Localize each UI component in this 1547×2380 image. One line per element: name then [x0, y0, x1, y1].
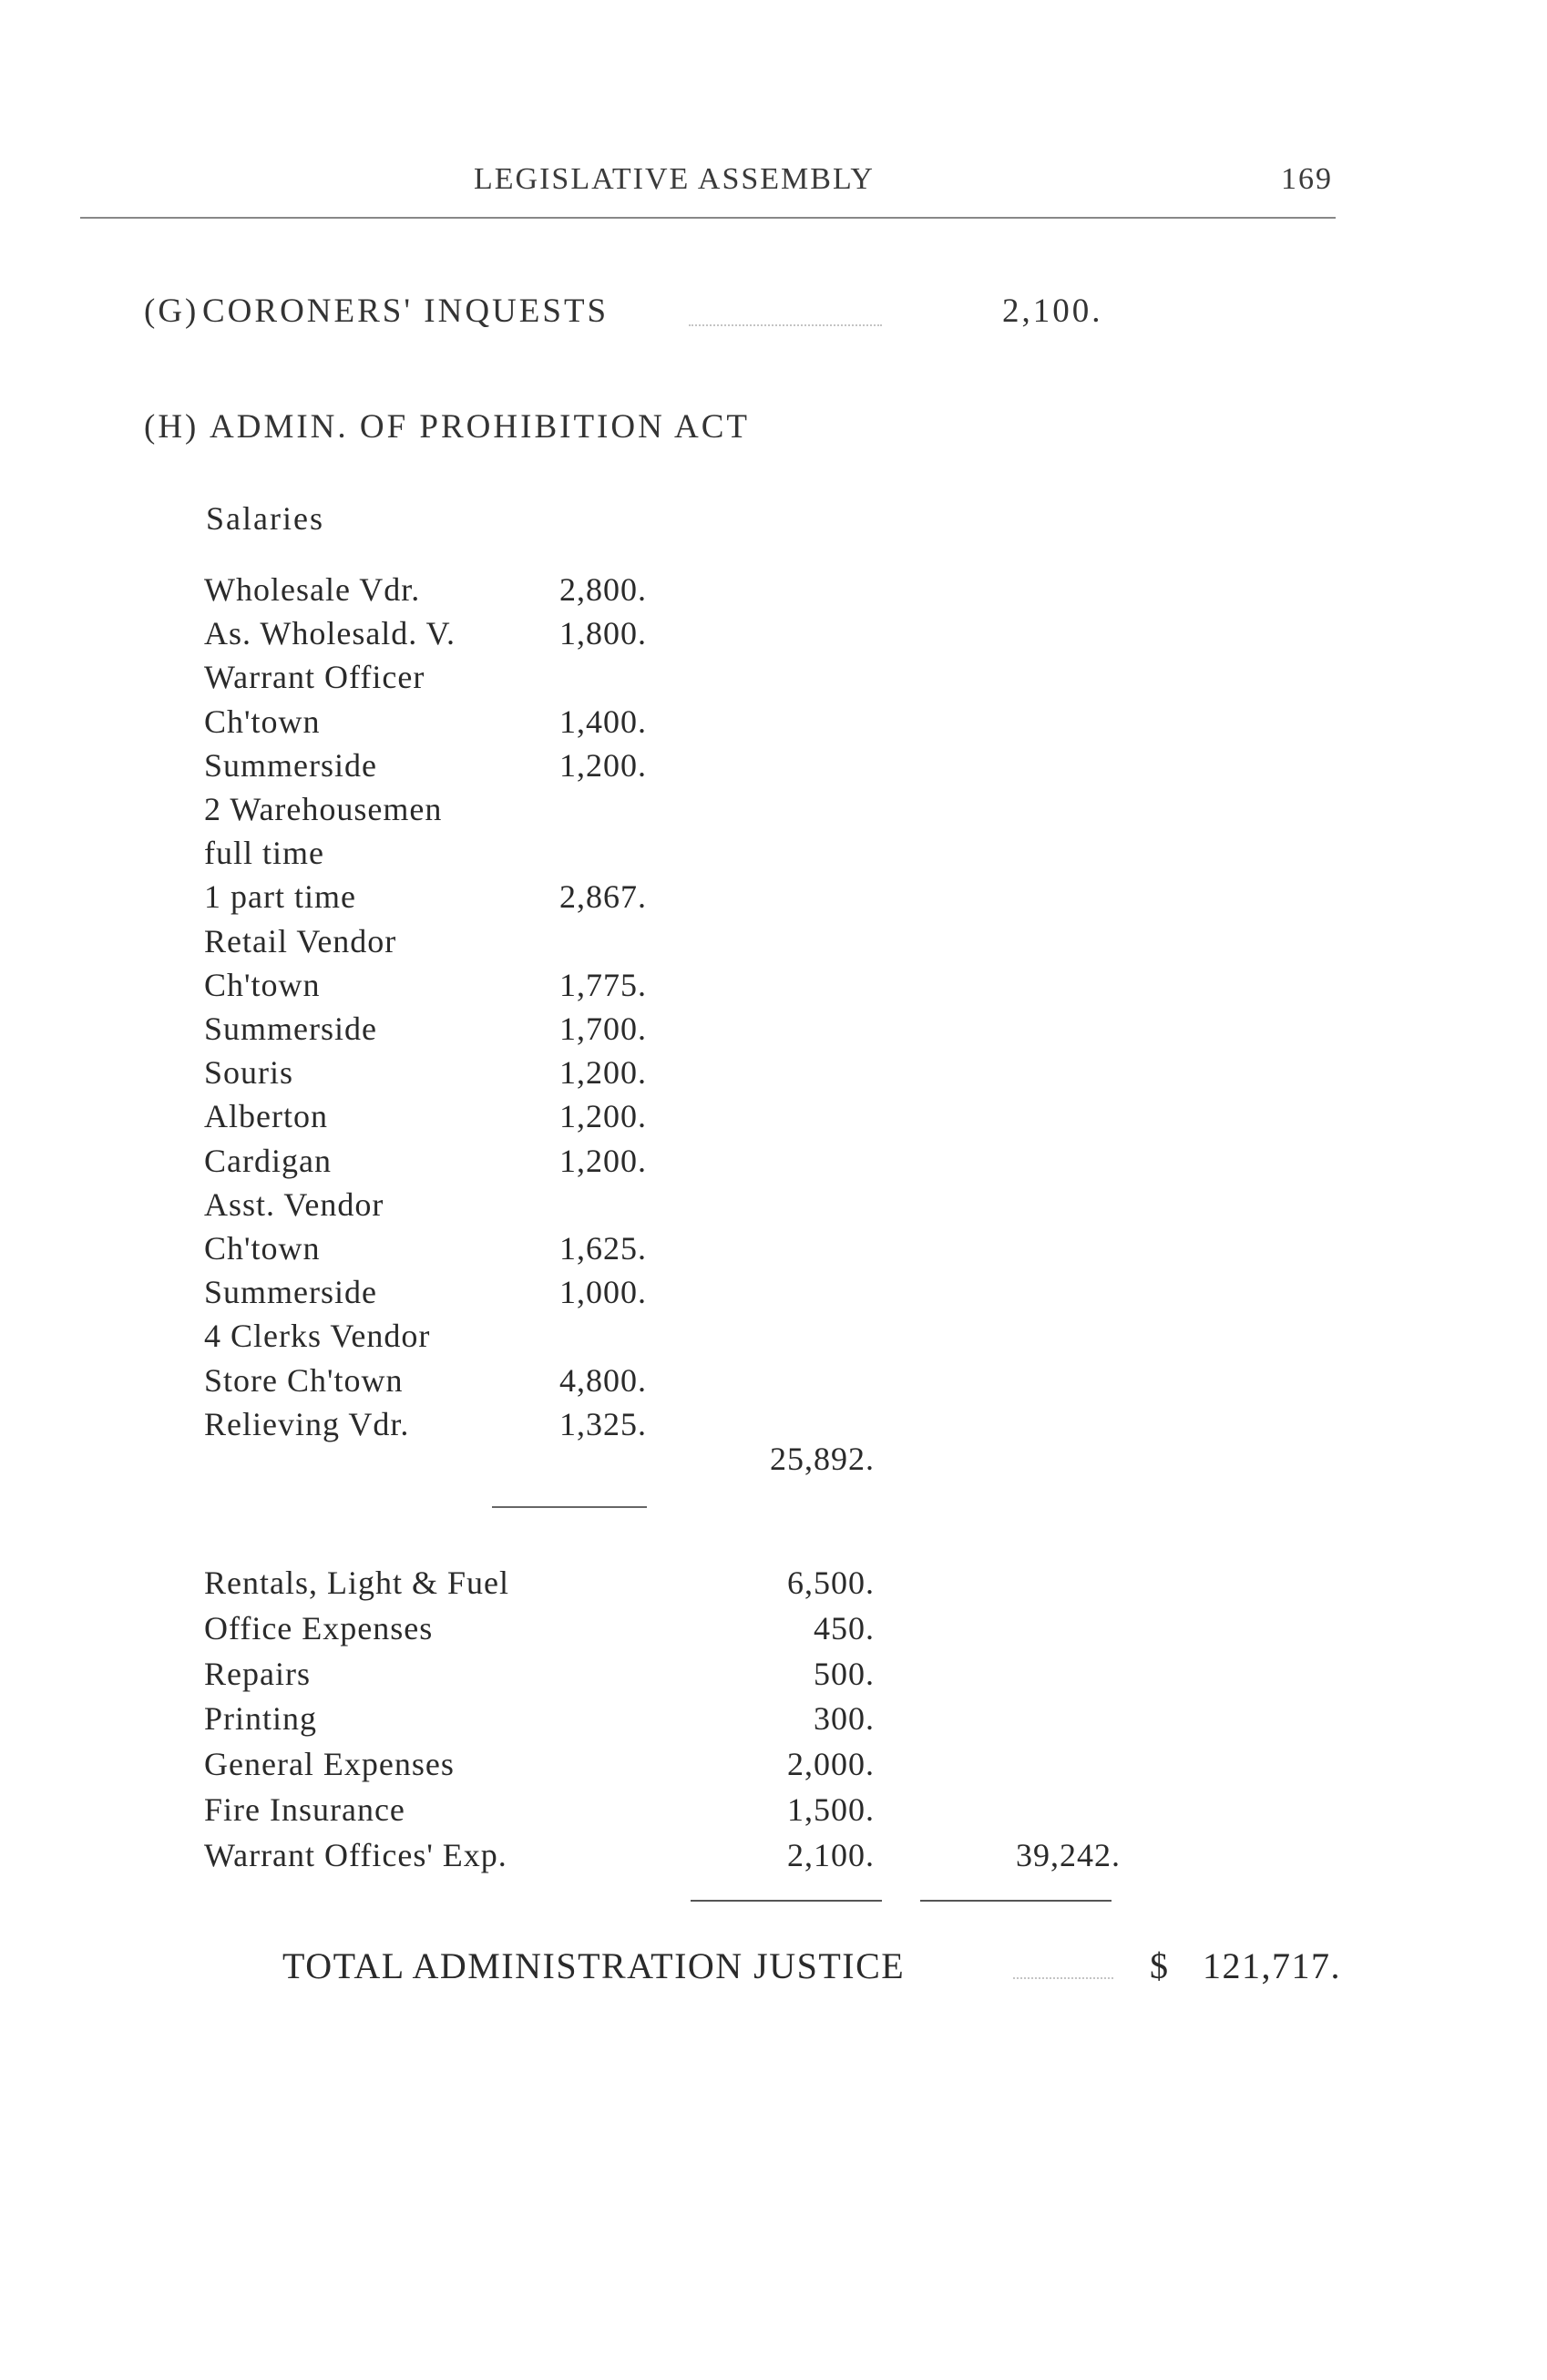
salary-item-label: full time [204, 835, 324, 871]
salary-item-amount: 1,400. [559, 703, 647, 740]
page-number: 169 [1281, 162, 1333, 196]
expenses-section-total: 39,242. [1016, 1837, 1121, 1873]
expense-item-amount: 6,500. [787, 1564, 875, 1601]
salary-item-label: Alberton [204, 1098, 328, 1134]
salary-item-amount: 2,867. [559, 878, 647, 915]
salaries-heading: Salaries [206, 500, 324, 537]
salary-item-label: 2 Warehousemen [204, 791, 443, 827]
section-h-title: ADMIN. OF PROHIBITION ACT [210, 408, 751, 446]
expense-item-label: Office Expenses [204, 1610, 434, 1647]
salary-item-label: 4 Clerks Vendor [204, 1318, 431, 1354]
salary-item-label: Summerside [204, 1010, 377, 1047]
salary-item-amount: 1,625. [559, 1230, 647, 1267]
section-h-letter: (H) [144, 408, 200, 446]
grand-total-amount: 121,717. [1203, 1945, 1341, 1986]
salary-item-label: Souris [204, 1054, 294, 1091]
salary-item-label: 1 part time [204, 878, 356, 915]
expense-item-amount: 1,500. [787, 1791, 875, 1828]
salary-item-amount: 1,000. [559, 1274, 647, 1310]
salary-item-label: Relieving Vdr. [204, 1406, 410, 1442]
expense-item-label: Rentals, Light & Fuel [204, 1564, 509, 1601]
salary-item-amount: 2,800. [559, 571, 647, 608]
grand-total-currency: $ [1150, 1945, 1170, 1986]
expense-item-amount: 2,000. [787, 1746, 875, 1782]
salary-item-amount: 4,800. [559, 1362, 647, 1399]
expense-item-amount: 2,100. [787, 1837, 875, 1873]
salary-item-label: Asst. Vendor [204, 1186, 384, 1223]
expense-item-amount: 500. [814, 1656, 875, 1692]
expense-item-label: Fire Insurance [204, 1791, 405, 1828]
salary-item-label: Summerside [204, 1274, 377, 1310]
header-rule [80, 217, 1336, 219]
salary-item-label: As. Wholesald. V. [204, 615, 456, 651]
section-g-title: CORONERS' INQUESTS [202, 292, 610, 330]
salary-item-amount: 1,700. [559, 1010, 647, 1047]
salary-item-amount: 1,775. [559, 967, 647, 1003]
salary-item-amount: 1,800. [559, 615, 647, 651]
section-total-rule [920, 1900, 1112, 1902]
salary-item-amount: 1,200. [559, 747, 647, 784]
section-g-letter: (G) [144, 292, 200, 330]
section-g-amount: 2,100. [1002, 292, 1103, 330]
salary-item-label: Wholesale Vdr. [204, 571, 421, 608]
expense-item-amount: 300. [814, 1700, 875, 1737]
salary-item-amount: 1,325. [559, 1406, 647, 1442]
section-g-leader [689, 324, 882, 326]
expense-item-label: Printing [204, 1700, 318, 1737]
running-header: LEGISLATIVE ASSEMBLY [474, 162, 875, 196]
expense-item-label: General Expenses [204, 1746, 455, 1782]
grand-total-leader [1013, 1977, 1113, 1979]
salary-item-amount: 1,200. [559, 1098, 647, 1134]
expenses-sum-rule [691, 1900, 882, 1902]
salary-item-label: Ch'town [204, 1230, 321, 1267]
salary-item-label: Ch'town [204, 967, 321, 1003]
salary-item-amount: 1,200. [559, 1143, 647, 1179]
expense-item-label: Repairs [204, 1656, 311, 1692]
salary-item-amount: 1,200. [559, 1054, 647, 1091]
salaries-subtotal: 25,892. [770, 1441, 875, 1477]
salary-item-label: Ch'town [204, 703, 321, 740]
expense-item-label: Warrant Offices' Exp. [204, 1837, 507, 1873]
salary-item-label: Cardigan [204, 1143, 332, 1179]
salary-item-label: Store Ch'town [204, 1362, 404, 1399]
salary-item-label: Warrant Officer [204, 659, 425, 695]
salary-item-label: Summerside [204, 747, 377, 784]
salaries-sum-rule [492, 1506, 647, 1508]
grand-total-label: TOTAL ADMINISTRATION JUSTICE [282, 1945, 906, 1986]
expense-item-amount: 450. [814, 1610, 875, 1647]
salary-item-label: Retail Vendor [204, 923, 397, 959]
